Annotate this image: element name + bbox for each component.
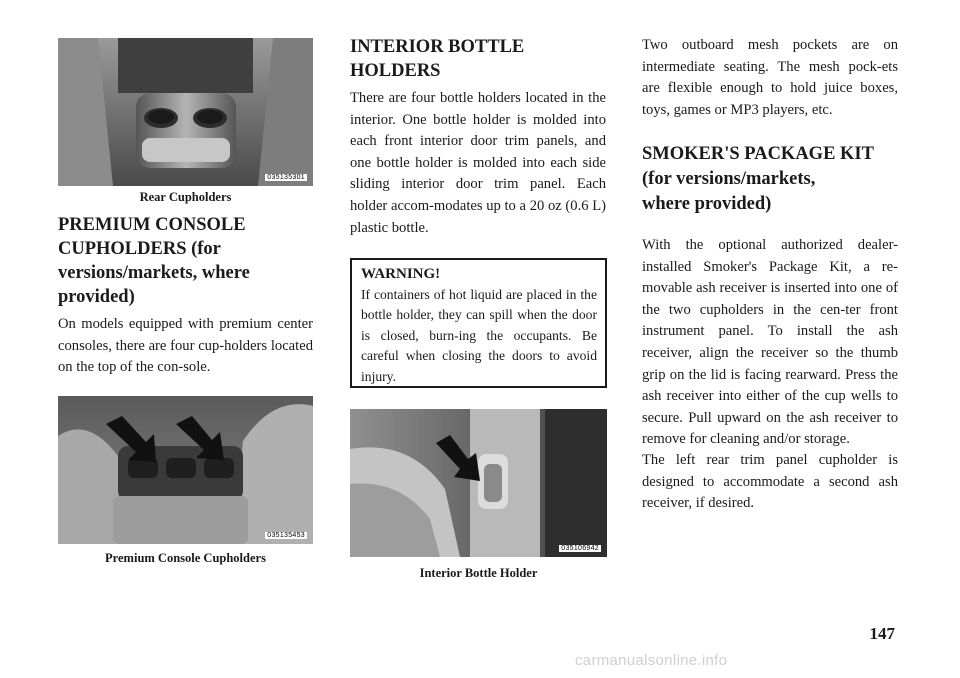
ash-receiver-body: The left rear trim panel cupholder is designed to accommodate a second ash receiver, if desired. — [642, 452, 898, 512]
page-number: 147 — [869, 624, 895, 643]
smokers-package-body: With the optional authorized dealer-installed Smoker's Package Kit, a re-movable ash receiver is inserted into one of the two cupholders in the cen-ter front instrument panel. To install the ash receiver, align the receiver so the thumb grip on the lid is facing rearward. Press the ash receiver into either of the cup wells to secure. Pull upward on the ash receiver to remove for cleaning and/or storage. — [642, 237, 898, 448]
interior-bottle-holder-image — [350, 409, 607, 557]
bottle-holder-illustration — [350, 409, 607, 557]
rear-cupholders-image — [58, 38, 313, 186]
warning-box — [350, 258, 607, 388]
smokers-package-heading: SMOKER'S PACKAGE KIT (for versions/markets, where provided) — [642, 144, 874, 214]
mesh-pockets-body: Two outboard mesh pockets are on intermediate seating. The mesh pock-ets are flexible enough to hold juice boxes, toys, games or MP3 players, etc. — [642, 37, 898, 118]
premium-console-caption: Premium Console Cupholders — [105, 551, 266, 565]
premium-console-heading: PREMIUM CONSOLE CUPHOLDERS (for versions/markets, where provided) — [58, 215, 250, 307]
premium-console-cupholders-image — [58, 396, 313, 544]
rear-cupholders-caption: Rear Cupholders — [139, 190, 232, 204]
figure-code: 035135453 — [267, 532, 305, 539]
rear-cupholders-illustration — [58, 38, 313, 186]
warning-text: If containers of hot liquid are placed in the bottle holder, they can spill when the door is closed, burn-ing the occupants. Be careful when closing the doors to avoid injury. — [361, 287, 597, 384]
figure-code: 035135301 — [267, 174, 305, 181]
warning-title: WARNING! — [361, 266, 441, 282]
watermark: carmanualsonline.info — [575, 652, 728, 669]
interior-bottle-body: There are four bottle holders located in the interior. One bottle holder is molded into each front interior door trim panels, and one bottle holder is molded into each side sliding interior door trim panel. Each holder accom-modates up to a 20 oz (0.6 L) plastic bottle. — [350, 90, 606, 236]
interior-bottle-caption: Interior Bottle Holder — [419, 566, 538, 580]
interior-bottle-heading: INTERIOR BOTTLE HOLDERS — [350, 37, 525, 81]
figure-code: 035106942 — [561, 545, 599, 552]
premium-console-illustration — [58, 396, 313, 544]
premium-console-body: On models equipped with premium center consoles, there are four cup-holders located on the top of the con-sole. — [58, 316, 313, 376]
